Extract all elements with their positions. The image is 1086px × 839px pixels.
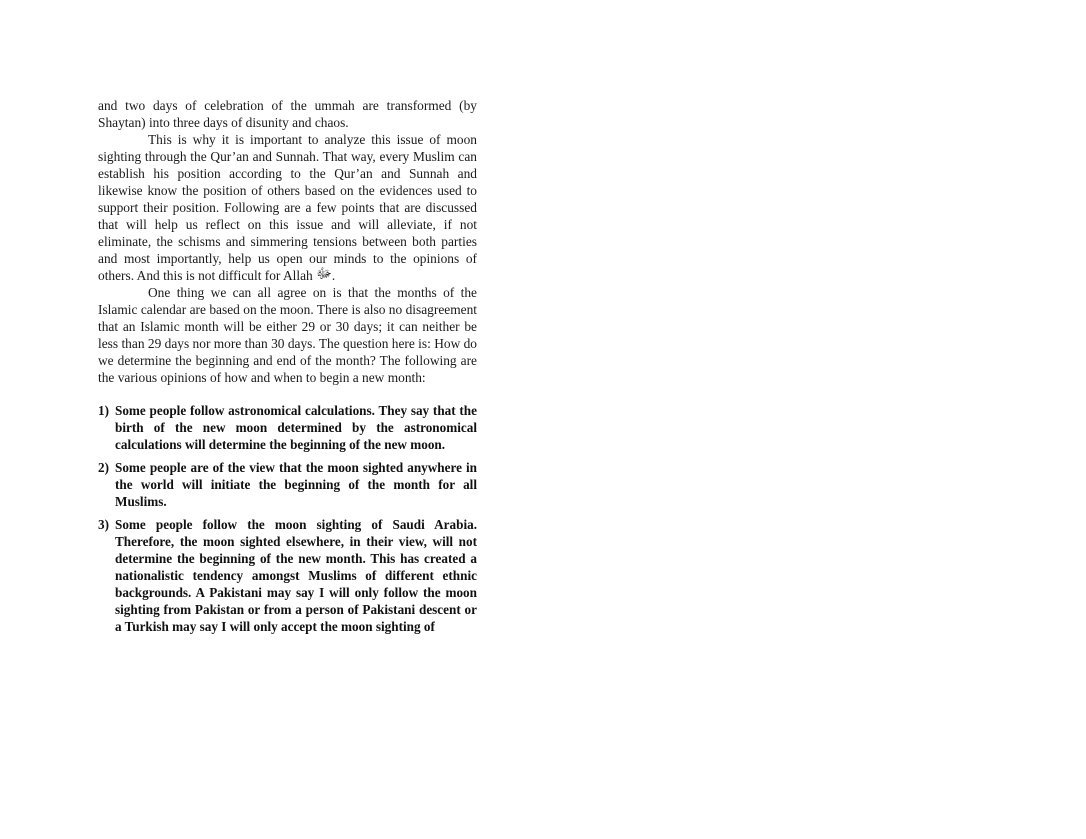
paragraph-1: and two days of celebration of the ummah are transformed (by Shaytan) into three days of disunity and chaos. [98, 98, 477, 130]
list-item-text: Some people follow the moon sighting of Saudi Arabia. Therefore, the moon sighted elsewhere, in their view, will not determine the beginning of the new month. This has created a nationalistic tendency amongst Muslims of different ethnic backgrounds. A Pakistani may say I will only follow the moon sighting from Pakistan or from a person of Pakistani descent or a Turkish may say I will only accept the moon sighting of [115, 517, 477, 634]
paragraph-2 [98, 131, 477, 284]
paragraph-3: One thing we can all agree on is that the months of the Islamic calendar are based on the moon. There is also no disagreement that an Islamic month will be either 29 or 30 days; it can neither be less than 29 days nor more than 30 days. The question here is: How do we determine the beginning and end of the month? The following are the various opinions of how and when to begin a new month: [98, 285, 477, 385]
list-item [98, 459, 477, 510]
honorific-glyph-icon: ﷻ [316, 266, 332, 282]
list-item-number: 1) [98, 403, 109, 418]
list-item-text: Some people follow astronomical calculations. They say that the birth of the new moon determined by the astronomical calculations will determine the beginning of the new moon. [115, 403, 477, 452]
list-item-number: 3) [98, 517, 109, 532]
list-item [98, 516, 477, 635]
list-item [98, 402, 477, 453]
text-column [98, 97, 477, 641]
paragraph-2-trailing: . [331, 268, 336, 283]
list-item-text: Some people are of the view that the moon sighted anywhere in the world will initiate the beginning of the month for all Muslims. [115, 460, 477, 509]
list-item-number: 2) [98, 460, 109, 475]
opinions-list [98, 402, 477, 635]
paragraph-2-text: This is why it is important to analyze this issue of moon sighting through the Qur’an and Sunnah. That way, every Muslim can establish his position according to the Qur’an and Sunnah and likewise know the position of others based on the evidences used to support their position. Following are a few points that are discussed that will help us reflect on this issue and will alleviate, if not eliminate, the schisms and simmering tensions between both parties and most importantly, help us open our minds to the opinions of others. And this is not difficult for Allah [98, 132, 477, 283]
